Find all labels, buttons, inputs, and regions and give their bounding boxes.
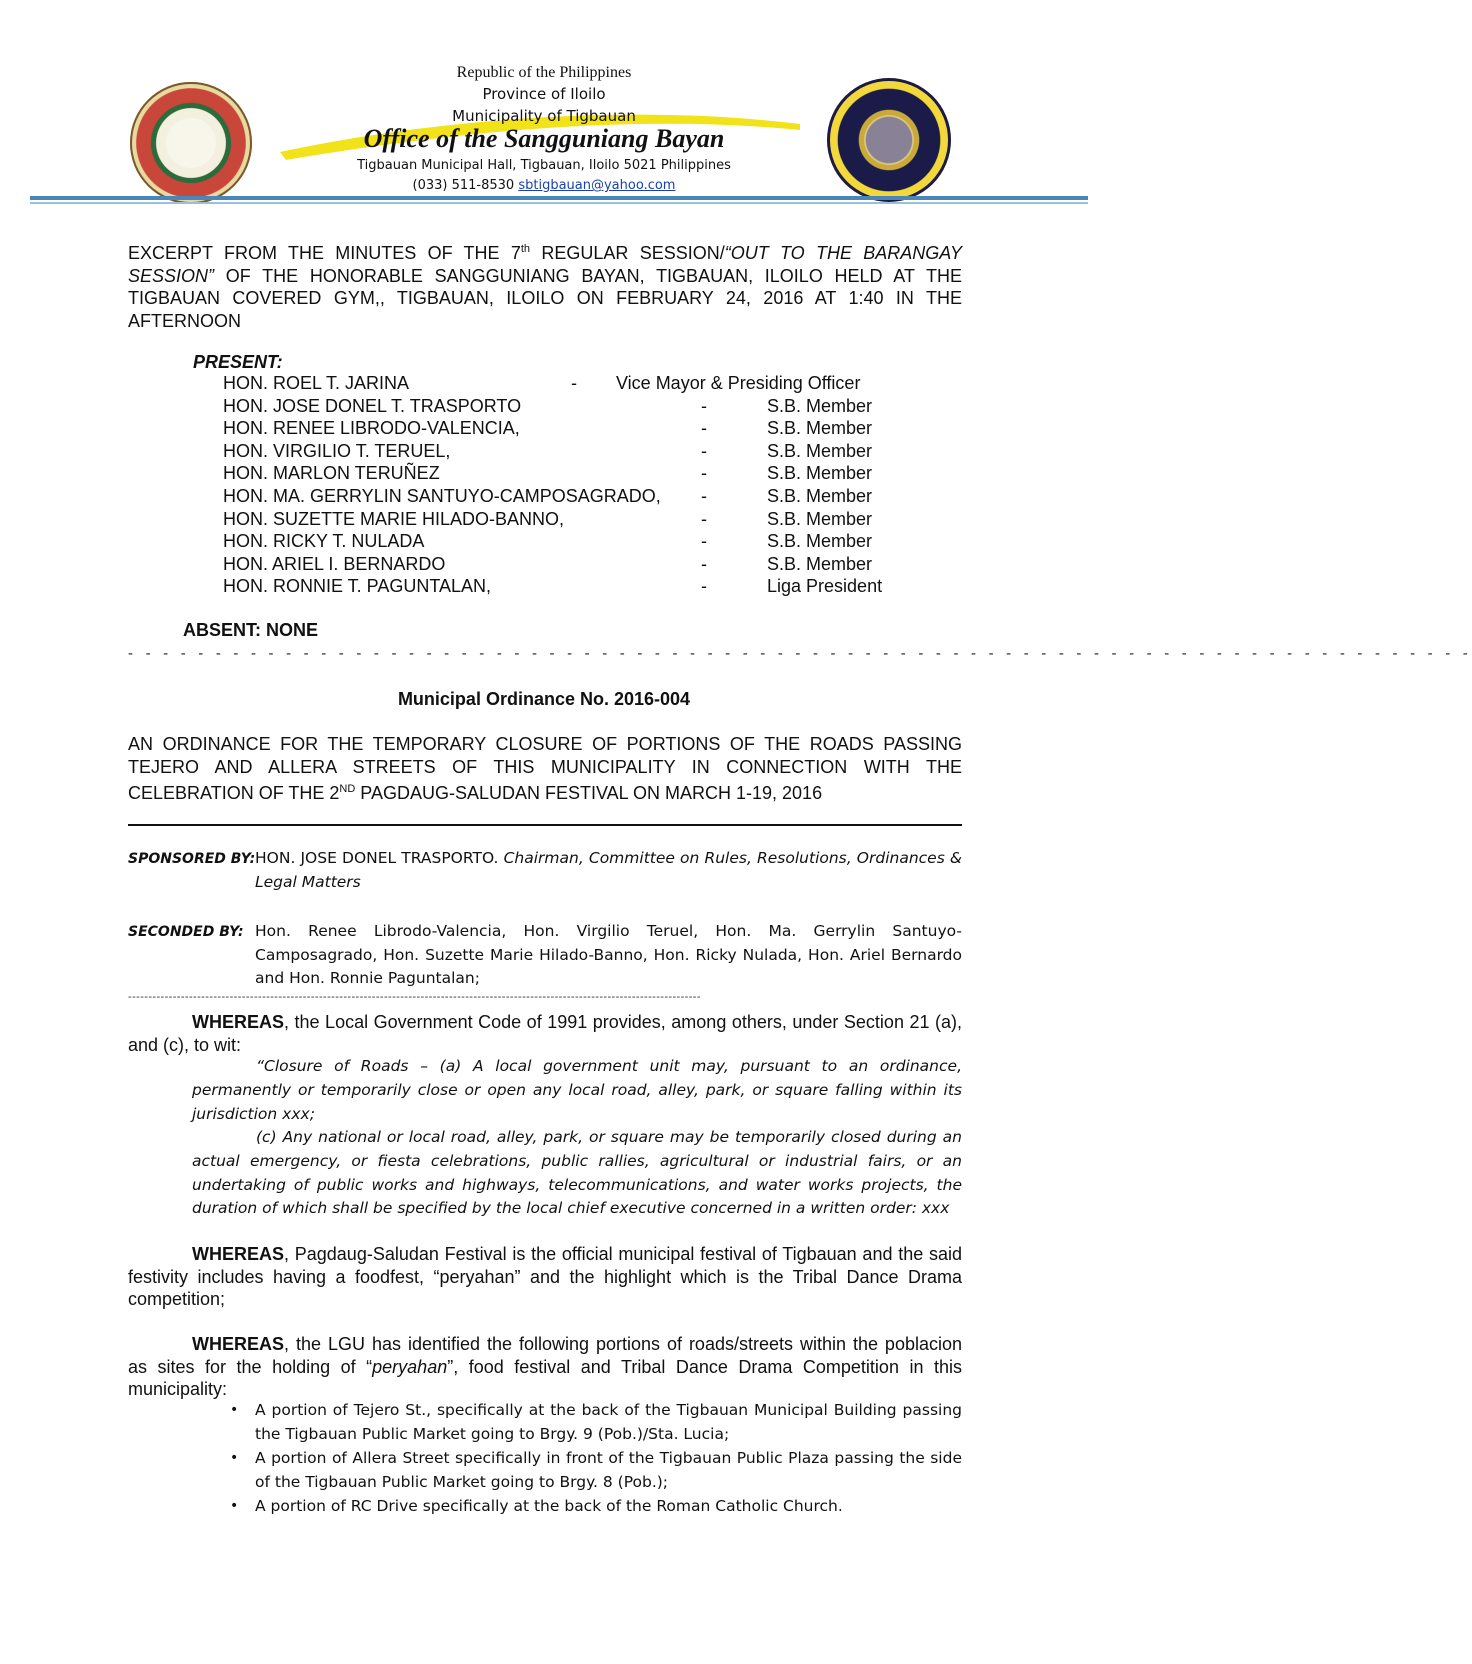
member-name: HON. VIRGILIO T. TERUEL, bbox=[223, 440, 451, 461]
member-name: HON. JOSE DONEL T. TRASPORTO bbox=[223, 395, 522, 416]
member-position: S.B. Member bbox=[767, 418, 873, 439]
ordinance-number: Municipal Ordinance No. 2016-004 bbox=[397, 689, 691, 709]
ordinance-title-text: PAGDAUG-SALUDAN FESTIVAL ON MARCH 1-19, 2016 bbox=[355, 783, 823, 803]
member-position: S.B. Member bbox=[767, 463, 873, 484]
whereas-text: , the LGU has identified the following portions of roads/streets within the poblacion as sites for the holding of “ bbox=[128, 1334, 962, 1377]
member-position: S.B. Member bbox=[767, 531, 873, 552]
section-separator: - - - - - - - - - - - - - - - - - - - - - - - - - - - - - - - - - - - - - - - - - - - - - - - - - - - - - - - - - - - - - - - - - - - - - - - - - - - - - bbox=[128, 645, 1472, 662]
member-position: Vice Mayor & Presiding Officer bbox=[616, 373, 861, 393]
road-portions-list bbox=[230, 1399, 962, 1520]
excerpt-paragraph bbox=[128, 238, 962, 332]
member-name: HON. ARIEL I. BERNARDO bbox=[223, 553, 446, 574]
sponsored-label: SPONSORED BY: bbox=[128, 851, 256, 867]
member-position: S.B. Member bbox=[767, 395, 873, 416]
member-row bbox=[0, 373, 1088, 395]
province-line: Province of Iloilo bbox=[482, 85, 606, 103]
peryahan-term: peryahan bbox=[372, 1356, 448, 1377]
seconded-text: Hon. Renee Librodo-Valencia, Hon. Virgilio Teruel, Hon. Ma. Gerrylin Santuyo-Camposagrado, Hon. Suzette Marie Hilado-Banno, Hon. Ricky Nulada, Hon. Ariel Bernardo and Hon. Ronnie Paguntalan; bbox=[255, 922, 962, 987]
whereas-clause-3 bbox=[128, 1333, 962, 1401]
member-dash: - bbox=[701, 463, 707, 484]
list-item-text: A portion of Tejero St., specifically at the back of the Tigbauan Municipal Building passing the Tigbauan Public Market going to Brgy. 9 (Pob.)/Sta. Lucia; bbox=[255, 1401, 962, 1443]
excerpt-text: EXCERPT FROM THE MINUTES OF THE 7 bbox=[128, 243, 521, 263]
member-name: HON. ROEL T. JARINA bbox=[223, 373, 410, 393]
ordinance-title bbox=[128, 733, 962, 805]
member-position: Liga President bbox=[767, 576, 883, 597]
list-item bbox=[230, 1399, 962, 1446]
ordinal-suffix: th bbox=[520, 243, 531, 255]
sponsor-role: Chairman, Committee on Rules, Resolutions, Ordinances & Legal Matters bbox=[255, 849, 962, 891]
municipality-line: Municipality of Tigbauan bbox=[452, 107, 636, 125]
member-dash: - bbox=[571, 373, 577, 393]
bullet-icon: • bbox=[230, 1498, 239, 1514]
member-row bbox=[0, 554, 1088, 576]
email-link[interactable]: sbtigbauan@yahoo.com bbox=[518, 178, 676, 193]
member-row bbox=[0, 463, 1088, 485]
quote-section-c: (c) Any national or local road, alley, park, or square may be temporarily closed during an actual emergency, or fiesta celebrations, public rallies, agricultural or industrial fairs, or an undertaking of public works and highways, telecommunications, and water works projects, the duration of which shall be specified by the local chief executive concerned in a written order: xxx bbox=[192, 1128, 962, 1218]
member-row bbox=[0, 486, 1088, 508]
member-row bbox=[0, 441, 1088, 463]
member-row bbox=[0, 418, 1088, 440]
list-item bbox=[230, 1495, 962, 1519]
address-line: Tigbauan Municipal Hall, Tigbauan, Iloilo 5021 Philippines bbox=[357, 158, 731, 173]
office-title: Office of the Sangguniang Bayan bbox=[363, 124, 725, 153]
member-name: HON. RICKY T. NULADA bbox=[223, 531, 425, 552]
list-item bbox=[230, 1447, 962, 1494]
phone-number: (033) 511-8530 bbox=[412, 178, 515, 193]
whereas-keyword: WHEREAS bbox=[192, 1244, 285, 1264]
republic-line: Republic of the Philippines bbox=[456, 64, 632, 81]
member-row bbox=[0, 531, 1088, 553]
whereas-text: ”, food festival and Tribal Dance Drama Competition in this municipality: bbox=[128, 1356, 962, 1399]
whereas-keyword: WHEREAS bbox=[192, 1012, 285, 1032]
whereas-clause-2 bbox=[128, 1243, 962, 1311]
list-item-text: A portion of Allera Street specifically in front of the Tigbauan Public Plaza passing the side of the Tigbauan Public Market going to Brgy. 8 (Pob.); bbox=[255, 1449, 962, 1491]
contact-line bbox=[0, 178, 1088, 193]
thin-separator: --------------------------------------------------------------------------------------------------------------------------------------------- bbox=[128, 991, 701, 1003]
member-row bbox=[0, 509, 1088, 531]
member-dash: - bbox=[701, 418, 707, 439]
header-rule-thin bbox=[30, 202, 1088, 204]
excerpt-text: REGULAR SESSION/ bbox=[530, 243, 725, 263]
member-name: HON. SUZETTE MARIE HILADO-BANNO, bbox=[223, 508, 565, 529]
member-name: HON. MARLON TERUÑEZ bbox=[223, 463, 440, 484]
ordinance-title-text: AN ORDINANCE FOR THE TEMPORARY CLOSURE OF PORTIONS OF THE ROADS PASSING TEJERO AND ALLERA STREETS OF THIS MUNICIPALITY IN CONNECTION WITH THE CELEBRATION OF THE 2 bbox=[128, 734, 962, 803]
session-name: “OUT TO THE BARANGAY SESSION” bbox=[128, 243, 962, 286]
present-heading: PRESENT: bbox=[193, 352, 283, 372]
sponsor-name: HON. JOSE DONEL TRASPORTO. bbox=[255, 849, 499, 867]
member-position: S.B. Member bbox=[767, 440, 873, 461]
quote-section-a: “Closure of Roads – (a) A local government unit may, pursuant to an ordinance, permanently or temporarily close or open any local road, alley, park, or square falling within its jurisdiction xxx; bbox=[192, 1057, 962, 1123]
member-dash: - bbox=[701, 440, 707, 461]
excerpt-text: OF THE HONORABLE SANGGUNIANG BAYAN, TIGBAUAN, ILOILO HELD AT THE TIGBAUAN COVERED GYM,, TIGBAUAN, ILOILO ON FEBRUARY 24, 2016 AT 1:40 IN THE AFTERNOON bbox=[128, 265, 962, 331]
whereas-text: , Pagdaug-Saludan Festival is the official municipal festival of Tigbauan and the said festivity includes having a foodfest, “peryahan” and the highlight which is the Tribal Dance Drama competition; bbox=[128, 1244, 962, 1309]
whereas-keyword: WHEREAS bbox=[192, 1334, 285, 1354]
list-item-text: A portion of RC Drive specifically at the back of the Roman Catholic Church. bbox=[255, 1497, 843, 1515]
member-position: S.B. Member bbox=[767, 508, 873, 529]
seconded-label: SECONDED BY: bbox=[128, 924, 244, 940]
member-dash: - bbox=[701, 531, 707, 552]
member-dash: - bbox=[701, 486, 707, 506]
member-dash: - bbox=[701, 508, 707, 529]
bullet-icon: • bbox=[230, 1402, 239, 1418]
member-dash: - bbox=[701, 553, 707, 574]
absent-line: ABSENT: NONE bbox=[183, 620, 319, 640]
whereas-clause-1 bbox=[128, 1011, 962, 1056]
ordinal-suffix: ND bbox=[339, 783, 356, 795]
header-rule bbox=[30, 196, 1088, 200]
member-dash: - bbox=[701, 395, 707, 416]
member-name: HON. RENEE LIBRODO-VALENCIA, bbox=[223, 418, 520, 439]
bullet-icon: • bbox=[230, 1450, 239, 1466]
member-position: S.B. Member bbox=[767, 486, 873, 506]
member-name: HON. MA. GERRYLIN SANTUYO-CAMPOSAGRADO, bbox=[223, 486, 661, 506]
whereas-text: , the Local Government Code of 1991 provides, among others, under Section 21 (a), and (c), to wit: bbox=[128, 1012, 962, 1055]
member-row bbox=[0, 576, 1088, 598]
title-underline bbox=[128, 824, 962, 826]
member-position: S.B. Member bbox=[767, 553, 873, 574]
member-name: HON. RONNIE T. PAGUNTALAN, bbox=[223, 576, 492, 597]
member-row bbox=[0, 396, 1088, 418]
sponsored-text bbox=[255, 847, 962, 894]
member-dash: - bbox=[701, 576, 707, 597]
